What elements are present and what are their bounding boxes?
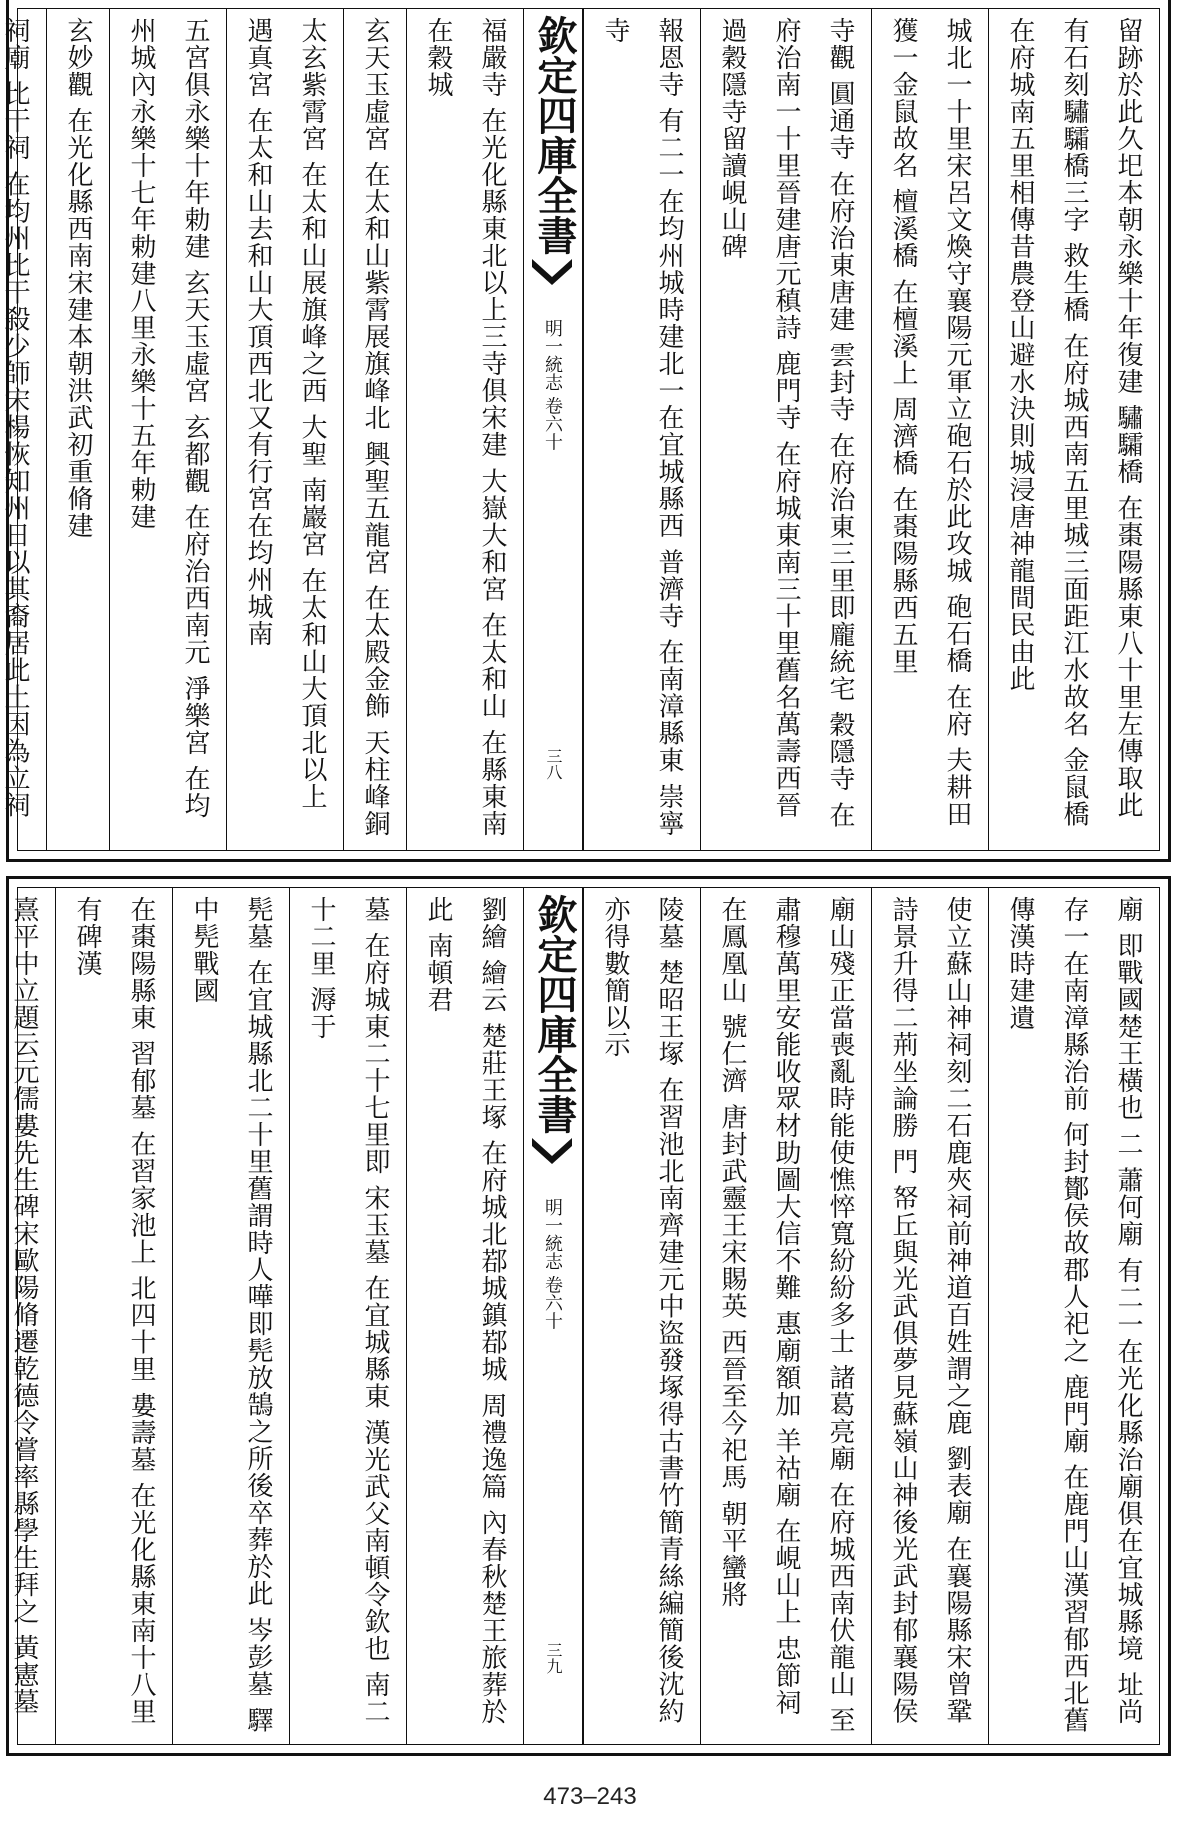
top-page bbox=[0, 0, 1171, 862]
text-column: 熹平中立題云元儒婁先生碑宋歐陽脩遷乾德令嘗率縣學生拜之 黃憲墓 bbox=[0, 888, 55, 1744]
text-column: 太玄紫霄宮 在太和山展旗峰之西 大聖 南巖宮 在太和山大頂北以上 遇真宮 在太和山去和山大頂西北又有行宮在均州城南 bbox=[226, 9, 343, 850]
header-title: 欽定四庫全書 bbox=[531, 894, 578, 1134]
text-column: 劉繪 繪云 楚莊王塚 在府城北鄀城鎮鄀城 周禮逸篇 內春秋楚王旅葬於此 南頓君 bbox=[406, 888, 523, 1744]
text-column: 報恩寺 有二一在均州城時建北一在宜城縣西 普濟寺 在南漳縣東 崇寧寺 bbox=[583, 9, 700, 850]
text-column: 在棗陽縣東 習郁墓 在習家池上 北四十里 婁壽墓 在光化縣東南十八里有碑漢 bbox=[55, 888, 172, 1744]
center-gutter bbox=[523, 9, 583, 850]
text-column: 城北一十里宋呂文煥守襄陽元軍立砲石於此攻城 砲石橋 在府 夫耕田獲一金鼠故名 檀溪橋 在檀溪上 周濟橋 在棗陽縣西五里 bbox=[871, 9, 988, 850]
fish-tail-icon bbox=[532, 1138, 572, 1164]
text-column: 福嚴寺 在光化縣東北以上三寺俱宋建 大嶽大和宮 在太和山 在縣東南 在穀城 bbox=[406, 9, 523, 850]
text-column: 祠廟 比干祠 在均州比干殺少師宋楊恢知州日以其裔居此土因為立祠 bbox=[0, 17, 30, 819]
text-column: 玄妙觀 在光化縣西南宋建本朝洪武初重脩建 bbox=[46, 9, 109, 850]
header-meta: 明一統志 卷六十 bbox=[542, 1198, 563, 1330]
text-column: 玄天玉虛宮 在太和山紫霄展旗峰北 興聖五龍宮 在太殿金飾 天柱峰銅 bbox=[343, 9, 406, 850]
header-title: 欽定四庫全書 bbox=[531, 15, 578, 255]
bottom-page-frame bbox=[9, 887, 1160, 1745]
text-column: 廟 即戰國楚王橫也 二 蕭何廟 有二一在光化縣治廟俱在宜城縣境 址尚存一在南漳縣治前 何封鄼侯故郡人祀之 鹿門廟 在鹿門山漢習郁西北舊傳漢時建遺 bbox=[988, 888, 1159, 1744]
bottom-page bbox=[6, 876, 1171, 1756]
text-column: 髡墓 在宜城縣北二十里舊謂時人嘩即髡放鵠之所後卒葬於此 岑彭墓 驛中髡戰國 bbox=[172, 888, 289, 1744]
top-page-columns bbox=[0, 9, 1159, 850]
text-column: 寺觀 圓通寺 在府治東唐建 雲封寺 在府治東三里即龐統宅 穀隱寺 在府治南一十里晉建唐元稹詩 鹿門寺 在府城東南三十里舊名萬壽西晉過穀隱寺留讀峴山碑 bbox=[700, 9, 871, 850]
fish-tail-icon bbox=[532, 259, 572, 285]
text-column: 墓 在府城東二十七里即 宋玉墓 在宜城縣東 漢光武父南頓令欽也 南二十二里 溽于 bbox=[289, 888, 406, 1744]
folio-number: 三九 bbox=[544, 1642, 563, 1674]
top-page-frame bbox=[0, 8, 1160, 851]
bottom-page-columns bbox=[9, 888, 1159, 1744]
page-number: 473–243 bbox=[543, 1783, 637, 1810]
text-column: 陵墓 楚昭王塚 在習池北南齊建元中盜發塚得古書竹簡青絲編簡後沈約亦得數簡以示 bbox=[583, 888, 700, 1744]
header-meta: 明一統志 卷六十 bbox=[542, 319, 563, 451]
text-column: 五宮俱永樂十年勅建 玄天玉虛宮 玄都觀 在府治西南元 淨樂宮 在均州城內永樂十七年勅建八里永樂十五年勅建 bbox=[109, 9, 226, 850]
text-column: 使立蘇山神祠刻二石鹿夾祠前神道百姓謂之鹿 劉表廟 在襄陽縣宋曾鞏詩景升得二荊坐論勝 門 帑丘與光武俱夢見蘇嶺山神後光武封郁襄陽侯 bbox=[871, 888, 988, 1744]
folio-number: 三八 bbox=[544, 748, 563, 780]
center-gutter bbox=[523, 888, 583, 1744]
text-column: 廟山殘正當喪亂時能使憔悴寬紛紛多士 諸葛亮廟 在府城西南伏龍山 至肅穆萬里安能收眾材助圖大信不難 惠廟額加 羊祜廟 在峴山上 忠節祠 在鳳凰山 號仁濟 唐封武靈王宋賜英 西晉至今祀馬 朝平蠻將 bbox=[700, 888, 871, 1744]
text-column: 留跡於此久圯本朝永樂十年復建 驌驦橋 在棗陽縣東八十里左傳取此有石刻驌驦橋三字 救生橋 在府城西南五里城三面距江水故名 金鼠橋 在府城南五里相傳昔農登山避水決則城浸唐神龍間民由此 bbox=[988, 9, 1159, 850]
